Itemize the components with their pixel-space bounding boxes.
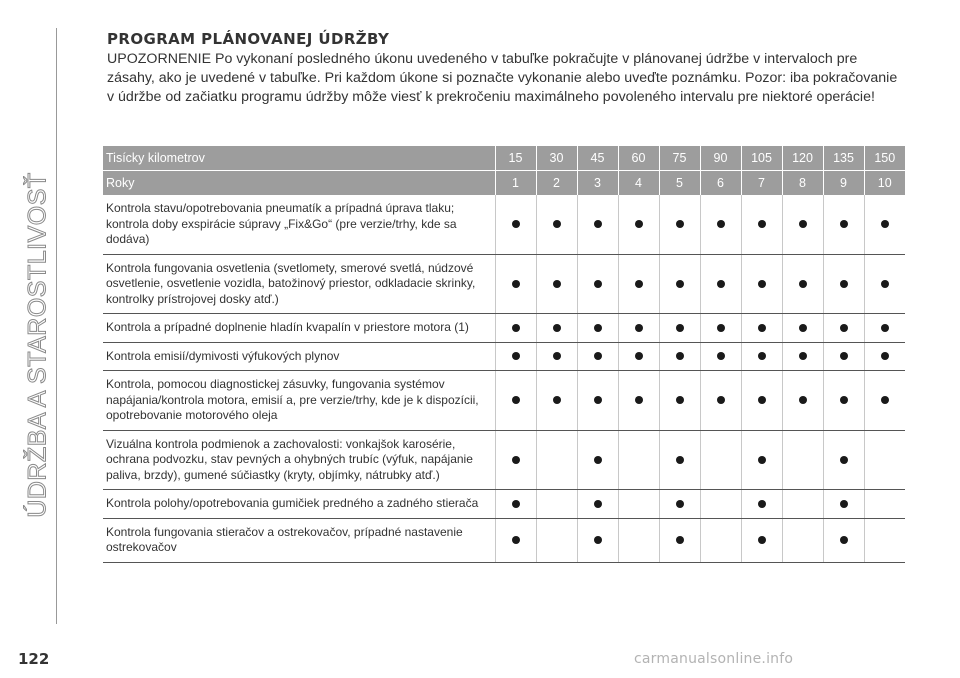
km-header-label: Tisícky kilometrov	[103, 146, 495, 171]
interval-cell	[782, 430, 823, 490]
table-row	[103, 314, 905, 343]
interval-cell	[577, 490, 618, 519]
interval-cell	[618, 430, 659, 490]
year-interval-1: 1	[495, 171, 536, 196]
km-interval-120: 120	[782, 146, 823, 171]
interval-cell	[700, 430, 741, 490]
interval-cell	[823, 342, 864, 371]
interval-cell	[618, 195, 659, 254]
interval-cell	[741, 518, 782, 562]
km-interval-150: 150	[864, 146, 905, 171]
header-row-km	[103, 146, 905, 171]
year-interval-8: 8	[782, 171, 823, 196]
interval-cell	[782, 314, 823, 343]
year-interval-2: 2	[536, 171, 577, 196]
interval-cell	[823, 490, 864, 519]
interval-cell	[495, 371, 536, 431]
interval-cell	[495, 518, 536, 562]
interval-cell	[864, 254, 905, 314]
interval-cell	[577, 314, 618, 343]
check-dot-icon	[758, 324, 766, 332]
interval-cell	[700, 254, 741, 314]
task-description: Kontrola emisií/dymivosti výfukových plynov	[103, 342, 495, 371]
km-interval-30: 30	[536, 146, 577, 171]
interval-cell	[659, 254, 700, 314]
check-dot-icon	[594, 456, 602, 464]
interval-cell	[864, 490, 905, 519]
check-dot-icon	[635, 280, 643, 288]
check-dot-icon	[758, 220, 766, 228]
task-description: Vizuálna kontrola podmienok a zachovalosti: vonkajšok karosérie, ochrana podvozku, stav pevných a ohybných trubíc (výfuk, napájanie paliva, brzdy), gumené súčiastky (kryty, objímky, nátrubky atď.)	[103, 430, 495, 490]
km-interval-45: 45	[577, 146, 618, 171]
interval-cell	[536, 195, 577, 254]
interval-cell	[577, 342, 618, 371]
interval-cell	[864, 430, 905, 490]
interval-cell	[618, 490, 659, 519]
interval-cell	[741, 195, 782, 254]
interval-cell	[618, 254, 659, 314]
table-row	[103, 490, 905, 519]
interval-cell	[700, 371, 741, 431]
check-dot-icon	[676, 352, 684, 360]
check-dot-icon	[717, 396, 725, 404]
interval-cell	[741, 430, 782, 490]
check-dot-icon	[881, 396, 889, 404]
interval-cell	[864, 518, 905, 562]
interval-cell	[536, 518, 577, 562]
check-dot-icon	[881, 324, 889, 332]
year-interval-10: 10	[864, 171, 905, 196]
table-row	[103, 430, 905, 490]
check-dot-icon	[512, 456, 520, 464]
year-interval-5: 5	[659, 171, 700, 196]
interval-cell	[659, 314, 700, 343]
interval-cell	[618, 518, 659, 562]
check-dot-icon	[512, 280, 520, 288]
check-dot-icon	[717, 352, 725, 360]
interval-cell	[741, 314, 782, 343]
check-dot-icon	[594, 324, 602, 332]
interval-cell	[741, 254, 782, 314]
interval-cell	[659, 518, 700, 562]
check-dot-icon	[635, 220, 643, 228]
km-interval-90: 90	[700, 146, 741, 171]
interval-cell	[823, 195, 864, 254]
check-dot-icon	[717, 280, 725, 288]
check-dot-icon	[840, 456, 848, 464]
check-dot-icon	[635, 396, 643, 404]
interval-cell	[700, 518, 741, 562]
interval-cell	[536, 342, 577, 371]
check-dot-icon	[881, 220, 889, 228]
check-dot-icon	[553, 324, 561, 332]
interval-cell	[577, 195, 618, 254]
check-dot-icon	[512, 500, 520, 508]
check-dot-icon	[553, 280, 561, 288]
interval-cell	[700, 195, 741, 254]
interval-cell	[618, 371, 659, 431]
section-title: PROGRAM PLÁNOVANEJ ÚDRŽBY	[107, 30, 390, 48]
check-dot-icon	[676, 396, 684, 404]
check-dot-icon	[635, 324, 643, 332]
km-interval-135: 135	[823, 146, 864, 171]
interval-cell	[823, 254, 864, 314]
interval-cell	[495, 490, 536, 519]
check-dot-icon	[512, 396, 520, 404]
interval-cell	[823, 430, 864, 490]
check-dot-icon	[758, 500, 766, 508]
interval-cell	[782, 490, 823, 519]
chapter-side-title: ÚDRŽBA A STAROSTLIVOSŤ	[23, 172, 52, 518]
table-row	[103, 254, 905, 314]
side-divider	[56, 28, 57, 624]
interval-cell	[864, 342, 905, 371]
interval-cell	[577, 518, 618, 562]
check-dot-icon	[881, 280, 889, 288]
check-dot-icon	[512, 220, 520, 228]
interval-cell	[659, 371, 700, 431]
interval-cell	[700, 342, 741, 371]
check-dot-icon	[758, 536, 766, 544]
check-dot-icon	[553, 396, 561, 404]
interval-cell	[659, 430, 700, 490]
check-dot-icon	[840, 352, 848, 360]
interval-cell	[536, 430, 577, 490]
interval-cell	[741, 490, 782, 519]
interval-cell	[536, 314, 577, 343]
check-dot-icon	[594, 500, 602, 508]
check-dot-icon	[799, 324, 807, 332]
interval-cell	[577, 371, 618, 431]
task-description: Kontrola polohy/opotrebovania gumičiek predného a zadného stierača	[103, 490, 495, 519]
check-dot-icon	[512, 536, 520, 544]
interval-cell	[659, 195, 700, 254]
interval-cell	[700, 490, 741, 519]
check-dot-icon	[799, 280, 807, 288]
interval-cell	[577, 430, 618, 490]
check-dot-icon	[512, 352, 520, 360]
check-dot-icon	[799, 396, 807, 404]
interval-cell	[864, 195, 905, 254]
task-description: Kontrola fungovania osvetlenia (svetlomety, smerové svetlá, núdzové osvetlenie, osvetlenie vozidla, batožinový priestor, odkladacie skrinky, kontrolky prístrojovej dosky atď.)	[103, 254, 495, 314]
interval-cell	[782, 371, 823, 431]
check-dot-icon	[840, 324, 848, 332]
km-interval-75: 75	[659, 146, 700, 171]
year-interval-7: 7	[741, 171, 782, 196]
check-dot-icon	[799, 220, 807, 228]
check-dot-icon	[758, 352, 766, 360]
task-description: Kontrola, pomocou diagnostickej zásuvky, fungovania systémov napájania/kontrola motora, emisií a, pre verzie/trhy, kde je k dispozícii, opotrebovanie motorového oleja	[103, 371, 495, 431]
interval-cell	[782, 518, 823, 562]
check-dot-icon	[676, 220, 684, 228]
check-dot-icon	[758, 280, 766, 288]
interval-cell	[823, 518, 864, 562]
check-dot-icon	[717, 220, 725, 228]
year-interval-3: 3	[577, 171, 618, 196]
interval-cell	[741, 371, 782, 431]
check-dot-icon	[840, 500, 848, 508]
interval-cell	[536, 371, 577, 431]
check-dot-icon	[635, 352, 643, 360]
interval-cell	[823, 314, 864, 343]
interval-cell	[495, 314, 536, 343]
km-interval-15: 15	[495, 146, 536, 171]
table-row	[103, 518, 905, 562]
check-dot-icon	[594, 536, 602, 544]
check-dot-icon	[676, 500, 684, 508]
check-dot-icon	[553, 220, 561, 228]
check-dot-icon	[676, 324, 684, 332]
header-row-years	[103, 171, 905, 196]
check-dot-icon	[881, 352, 889, 360]
task-description: Kontrola stavu/opotrebovania pneumatík a prípadná úprava tlaku; kontrola doby exspirácie súpravy „Fix&Go“ (pre verzie/trhy, kde sa dodáva)	[103, 195, 495, 254]
interval-cell	[618, 314, 659, 343]
year-interval-9: 9	[823, 171, 864, 196]
task-description: Kontrola a prípadné doplnenie hladín kvapalín v priestore motora (1)	[103, 314, 495, 343]
km-interval-60: 60	[618, 146, 659, 171]
page-number: 122	[18, 650, 50, 668]
interval-cell	[659, 342, 700, 371]
interval-cell	[536, 254, 577, 314]
interval-cell	[495, 195, 536, 254]
check-dot-icon	[840, 280, 848, 288]
interval-cell	[700, 314, 741, 343]
check-dot-icon	[676, 280, 684, 288]
check-dot-icon	[717, 324, 725, 332]
check-dot-icon	[840, 220, 848, 228]
schedule-body	[103, 195, 905, 562]
check-dot-icon	[840, 396, 848, 404]
interval-cell	[659, 490, 700, 519]
interval-cell	[536, 490, 577, 519]
interval-cell	[782, 254, 823, 314]
task-description: Kontrola fungovania stieračov a ostrekovačov, prípadné nastavenie ostrekovačov	[103, 518, 495, 562]
interval-cell	[864, 314, 905, 343]
interval-cell	[741, 342, 782, 371]
watermark-text: carmanualsonline.info	[634, 651, 794, 667]
year-interval-6: 6	[700, 171, 741, 196]
table-row	[103, 195, 905, 254]
check-dot-icon	[594, 352, 602, 360]
check-dot-icon	[676, 456, 684, 464]
km-interval-105: 105	[741, 146, 782, 171]
interval-cell	[864, 371, 905, 431]
interval-cell	[618, 342, 659, 371]
interval-cell	[495, 342, 536, 371]
year-interval-4: 4	[618, 171, 659, 196]
table-row	[103, 371, 905, 431]
interval-cell	[495, 430, 536, 490]
check-dot-icon	[512, 324, 520, 332]
interval-cell	[823, 371, 864, 431]
check-dot-icon	[594, 280, 602, 288]
check-dot-icon	[799, 352, 807, 360]
table-row	[103, 342, 905, 371]
years-header-label: Roky	[103, 171, 495, 196]
interval-cell	[782, 342, 823, 371]
check-dot-icon	[840, 536, 848, 544]
check-dot-icon	[758, 396, 766, 404]
check-dot-icon	[594, 396, 602, 404]
check-dot-icon	[758, 456, 766, 464]
intro-paragraph: UPOZORNENIE Po vykonaní posledného úkonu uvedeného v tabuľke pokračujte v plánovanej údržbe v intervaloch pre zásahy, ako je uvedené v tabuľke. Pri každom úkone si poznačte vykonanie alebo uveďte poznámku. Pozor: iba pokračovanie v údržbe od začiatku programu údržby môže viesť k prekročeniu maximálneho povoleného intervalu pre niektoré operácie!	[107, 51, 898, 105]
check-dot-icon	[594, 220, 602, 228]
maintenance-schedule-table	[103, 146, 905, 563]
check-dot-icon	[676, 536, 684, 544]
interval-cell	[577, 254, 618, 314]
interval-cell	[495, 254, 536, 314]
interval-cell	[782, 195, 823, 254]
check-dot-icon	[553, 352, 561, 360]
